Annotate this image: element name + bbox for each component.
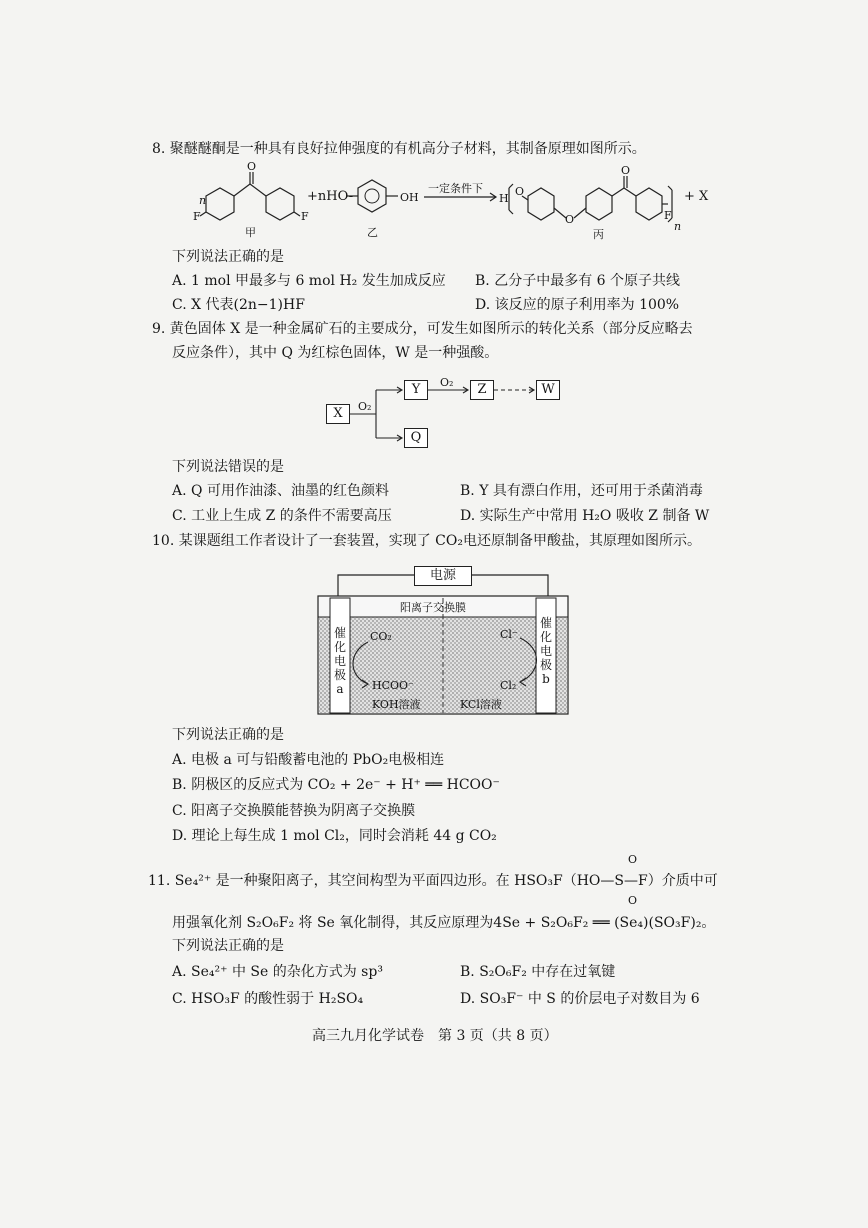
electrode-a-char: 极	[333, 668, 346, 682]
q10-membrane-label: 阳离子交换膜	[400, 601, 466, 614]
q9-o2-first: O₂	[358, 400, 372, 413]
q9-node-x: X	[326, 404, 350, 424]
electrode-b-char: b	[542, 672, 550, 686]
q10-power-source: 电源	[414, 566, 472, 586]
q9-node-q: Q	[404, 428, 428, 448]
q10-co2-label: CO₂	[370, 630, 392, 643]
q11-struct-top-o: O	[628, 853, 638, 866]
q8-prompt: 下列说法正确的是	[172, 249, 284, 265]
q9-stem-line2: 反应条件），其中 Q 为红棕色固体，W 是一种强酸。	[172, 345, 499, 361]
q8-F-bing: F	[664, 209, 672, 222]
q10-electrode-a	[333, 626, 347, 696]
q8-label-bing: 丙	[593, 228, 604, 241]
q10-option-b: B. 阴极区的反应式为 CO₂ + 2e⁻ + H⁺ ══ HCOO⁻	[172, 777, 500, 793]
electrode-a-char: 催	[333, 626, 346, 640]
q8-option-c: C. X 代表(2n−1)HF	[172, 297, 305, 313]
q9-option-d: D. 实际生产中常用 H₂O 吸收 Z 制备 W	[460, 508, 710, 524]
q8-O-jia: O	[247, 160, 257, 173]
q8-plus-x: + X	[684, 189, 709, 204]
q11-struct-bottom-o: O	[628, 894, 638, 907]
q10-prompt: 下列说法正确的是	[172, 727, 284, 743]
q9-option-c: C. 工业上生成 Z 的条件不需要高压	[172, 508, 392, 524]
q10-stem: 10. 某课题组工作者设计了一套装置，实现了 CO₂电还原制备甲酸盐，其原理如图所示。	[152, 533, 701, 549]
q8-O-link2: O	[565, 213, 575, 226]
q10-option-a: A. 电极 a 可与铅酸蓄电池的 PbO₂电极相连	[172, 752, 445, 768]
q8-H: H	[499, 192, 509, 205]
q10-cl2-label: Cl₂	[500, 679, 517, 692]
q8-label-jia: 甲	[245, 226, 256, 239]
q9-stem-line1: 9. 黄色固体 X 是一种金属矿石的主要成分，可发生如图所示的转化关系（部分反应略去	[152, 321, 693, 337]
q11-line1: 11. Se₄²⁺ 是一种聚阳离子，其空间构型为平面四边形。在 HSO₃F（HO—S—F）介质中可	[148, 873, 718, 889]
q11-option-c: C. HSO₃F 的酸性弱于 H₂SO₄	[172, 991, 364, 1007]
q10-hcoo-label: HCOO⁻	[372, 679, 414, 692]
q9-o2-second: O₂	[440, 376, 454, 389]
q8-F-right: F	[301, 210, 309, 223]
q9-option-a: A. Q 可用作油漆、油墨的红色颜料	[172, 483, 389, 499]
q10-option-d: D. 理论上每生成 1 mol Cl₂，同时会消耗 44 g CO₂	[172, 828, 497, 844]
q8-condition: 一定条件下	[428, 182, 483, 195]
electrode-b-char: 化	[539, 630, 552, 644]
q8-stem: 8. 聚醚醚酮是一种具有良好拉伸强度的有机高分子材料，其制备原理如图所示。	[152, 141, 646, 157]
q8-O-link1: O	[515, 185, 525, 198]
q8-F-left: F	[193, 210, 201, 223]
q8-n-sub: n	[674, 220, 682, 233]
q8-option-a: A. 1 mol 甲最多与 6 mol H₂ 发生加成反应	[172, 273, 446, 289]
q8-n-label: n	[199, 194, 207, 207]
q9-node-z: Z	[470, 380, 494, 400]
q10-kcl-label: KCl溶液	[460, 698, 502, 711]
q10-koh-label: KOH溶液	[372, 698, 421, 711]
q11-option-a: A. Se₄²⁺ 中 Se 的杂化方式为 sp³	[172, 964, 383, 980]
electrode-b-char: 极	[539, 658, 552, 672]
q11-line2: 用强氧化剂 S₂O₆F₂ 将 Se 氧化制得，其反应原理为4Se + S₂O₆F₂ ══ (Se₄)(SO₃F)₂。	[172, 915, 716, 931]
q8-plus-n: +nHO-	[307, 189, 354, 204]
q8-option-b: B. 乙分子中最多有 6 个原子共线	[475, 273, 680, 289]
q11-option-d: D. SO₃F⁻ 中 S 的价层电子对数目为 6	[460, 991, 700, 1007]
electrode-a-char: 电	[333, 654, 346, 668]
q10-option-c: C. 阳离子交换膜能替换为阴离子交换膜	[172, 803, 416, 819]
q8-option-d: D. 该反应的原子利用率为 100%	[475, 297, 680, 313]
q8-O-carbonyl: O	[621, 164, 631, 177]
electrode-a-char: 化	[333, 640, 346, 654]
q11-option-b: B. S₂O₆F₂ 中存在过氧键	[460, 964, 616, 980]
q10-cl-label: Cl⁻	[500, 628, 518, 641]
q8-label-yi: 乙	[367, 226, 378, 239]
q9-prompt: 下列说法错误的是	[172, 459, 284, 475]
q11-prompt: 下列说法正确的是	[172, 938, 284, 954]
q9-node-w: W	[536, 380, 560, 400]
electrode-b-char: 催	[539, 616, 552, 630]
q9-option-b: B. Y 具有漂白作用，还可用于杀菌消毒	[460, 483, 703, 499]
electrode-b-char: 电	[539, 644, 552, 658]
page-footer: 高三九月化学试卷 第 3 页（共 8 页）	[312, 1028, 558, 1044]
electrode-a-char: a	[336, 682, 344, 696]
q9-node-y: Y	[404, 380, 428, 400]
q10-electrode-b	[539, 616, 553, 686]
q8-OH: OH	[400, 191, 419, 204]
